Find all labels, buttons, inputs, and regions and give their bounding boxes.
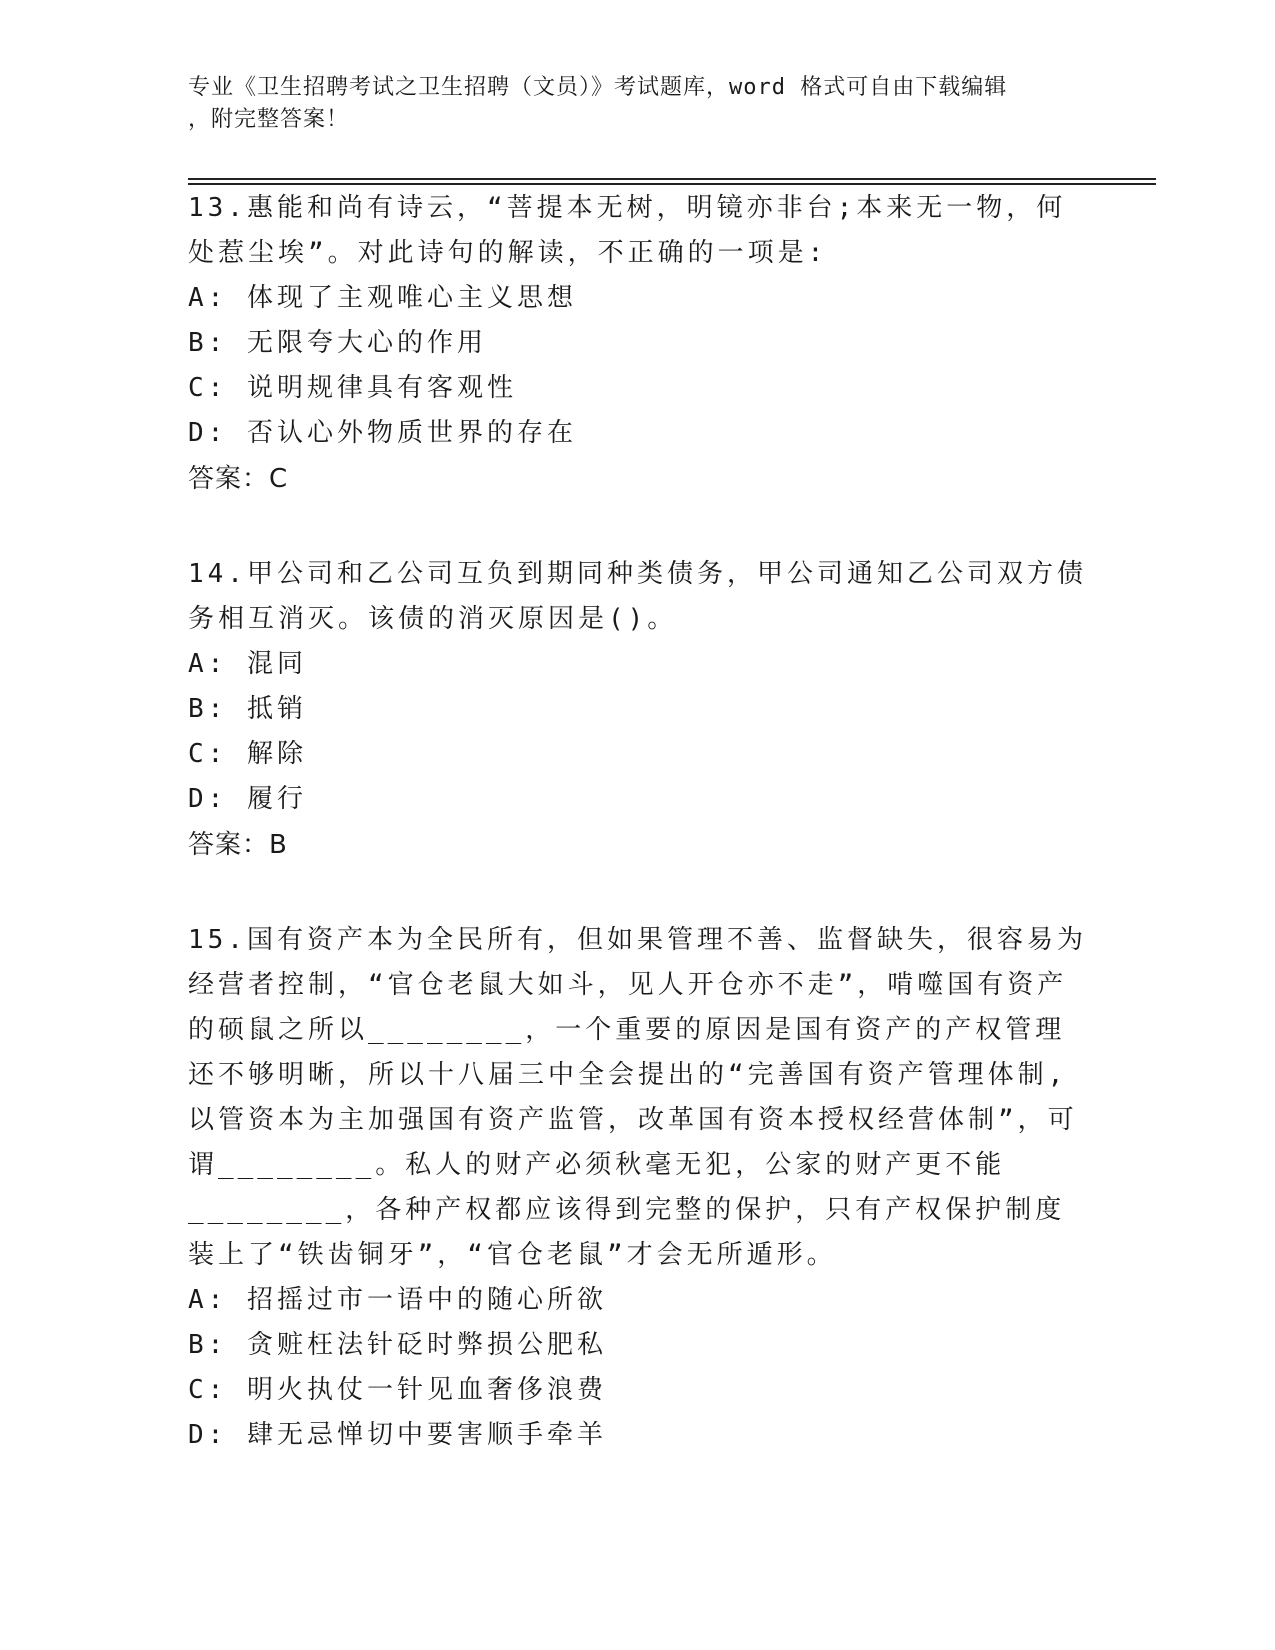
document-header bbox=[188, 72, 1088, 136]
option-c: C: 说明规律具有客观性 bbox=[188, 373, 517, 403]
option-b: B: 无限夸大心的作用 bbox=[188, 328, 487, 358]
option-a: A: 招摇过市一语中的随心所欲 bbox=[188, 1285, 607, 1315]
header-divider-top bbox=[188, 178, 1156, 180]
question-stem: 14.甲公司和乙公司互负到期同种类债务，甲公司通知乙公司双方债务相互消灭。该债的消灭原因是()。 bbox=[188, 559, 1087, 634]
option-d: D: 肆无忌惮切中要害顺手牵羊 bbox=[188, 1420, 607, 1450]
option-a: A: 体现了主观唯心主义思想 bbox=[188, 283, 577, 313]
header-line-1: 专业《卫生招聘考试之卫生招聘（文员）》考试题库，word 格式可自由下载编辑 bbox=[188, 75, 1008, 100]
header-line-2: ，附完整答案！ bbox=[188, 107, 350, 132]
question-stem: 13.惠能和尚有诗云，“菩提本无树，明镜亦非台;本来无一物，何处惹尘埃”。对此诗句的解读，不正确的一项是: bbox=[188, 193, 1067, 268]
question-14 bbox=[188, 552, 1088, 868]
question-13 bbox=[188, 186, 1088, 502]
option-b: B: 抵销 bbox=[188, 694, 307, 724]
option-c: C: 解除 bbox=[188, 739, 307, 769]
answer: 答案：C bbox=[188, 464, 289, 494]
header-divider-bottom bbox=[188, 183, 1156, 185]
option-b: B: 贪赃枉法针砭时弊损公肥私 bbox=[188, 1330, 607, 1360]
option-d: D: 否认心外物质世界的存在 bbox=[188, 418, 577, 448]
option-c: C: 明火执仗一针见血奢侈浪费 bbox=[188, 1375, 607, 1405]
question-list bbox=[188, 186, 1088, 1508]
answer: 答案：B bbox=[188, 830, 288, 860]
option-d: D: 履行 bbox=[188, 784, 307, 814]
option-a: A: 混同 bbox=[188, 649, 307, 679]
question-stem: 15.国有资产本为全民所有，但如果管理不善、监督缺失，很容易为经营者控制，“官仓老鼠大如斗，见人开仓亦不走”，啃噬国有资产的硕鼠之所以________，一个重要的原因是国有资产的产权管理还不够明晰，所以十八届三中全会提出的“完善国有资产管理体制,以管资本为主加强国有资产监管，改革国有资本授权经营体制”，可谓________。私人的财产必须秋毫无犯，公家的财产更不能________，各种产权都应该得到完整的保护，只有产权保护制度装上了“铁齿铜牙”，“官仓老鼠”才会无所遁形。 bbox=[188, 925, 1087, 1270]
question-15 bbox=[188, 918, 1088, 1458]
